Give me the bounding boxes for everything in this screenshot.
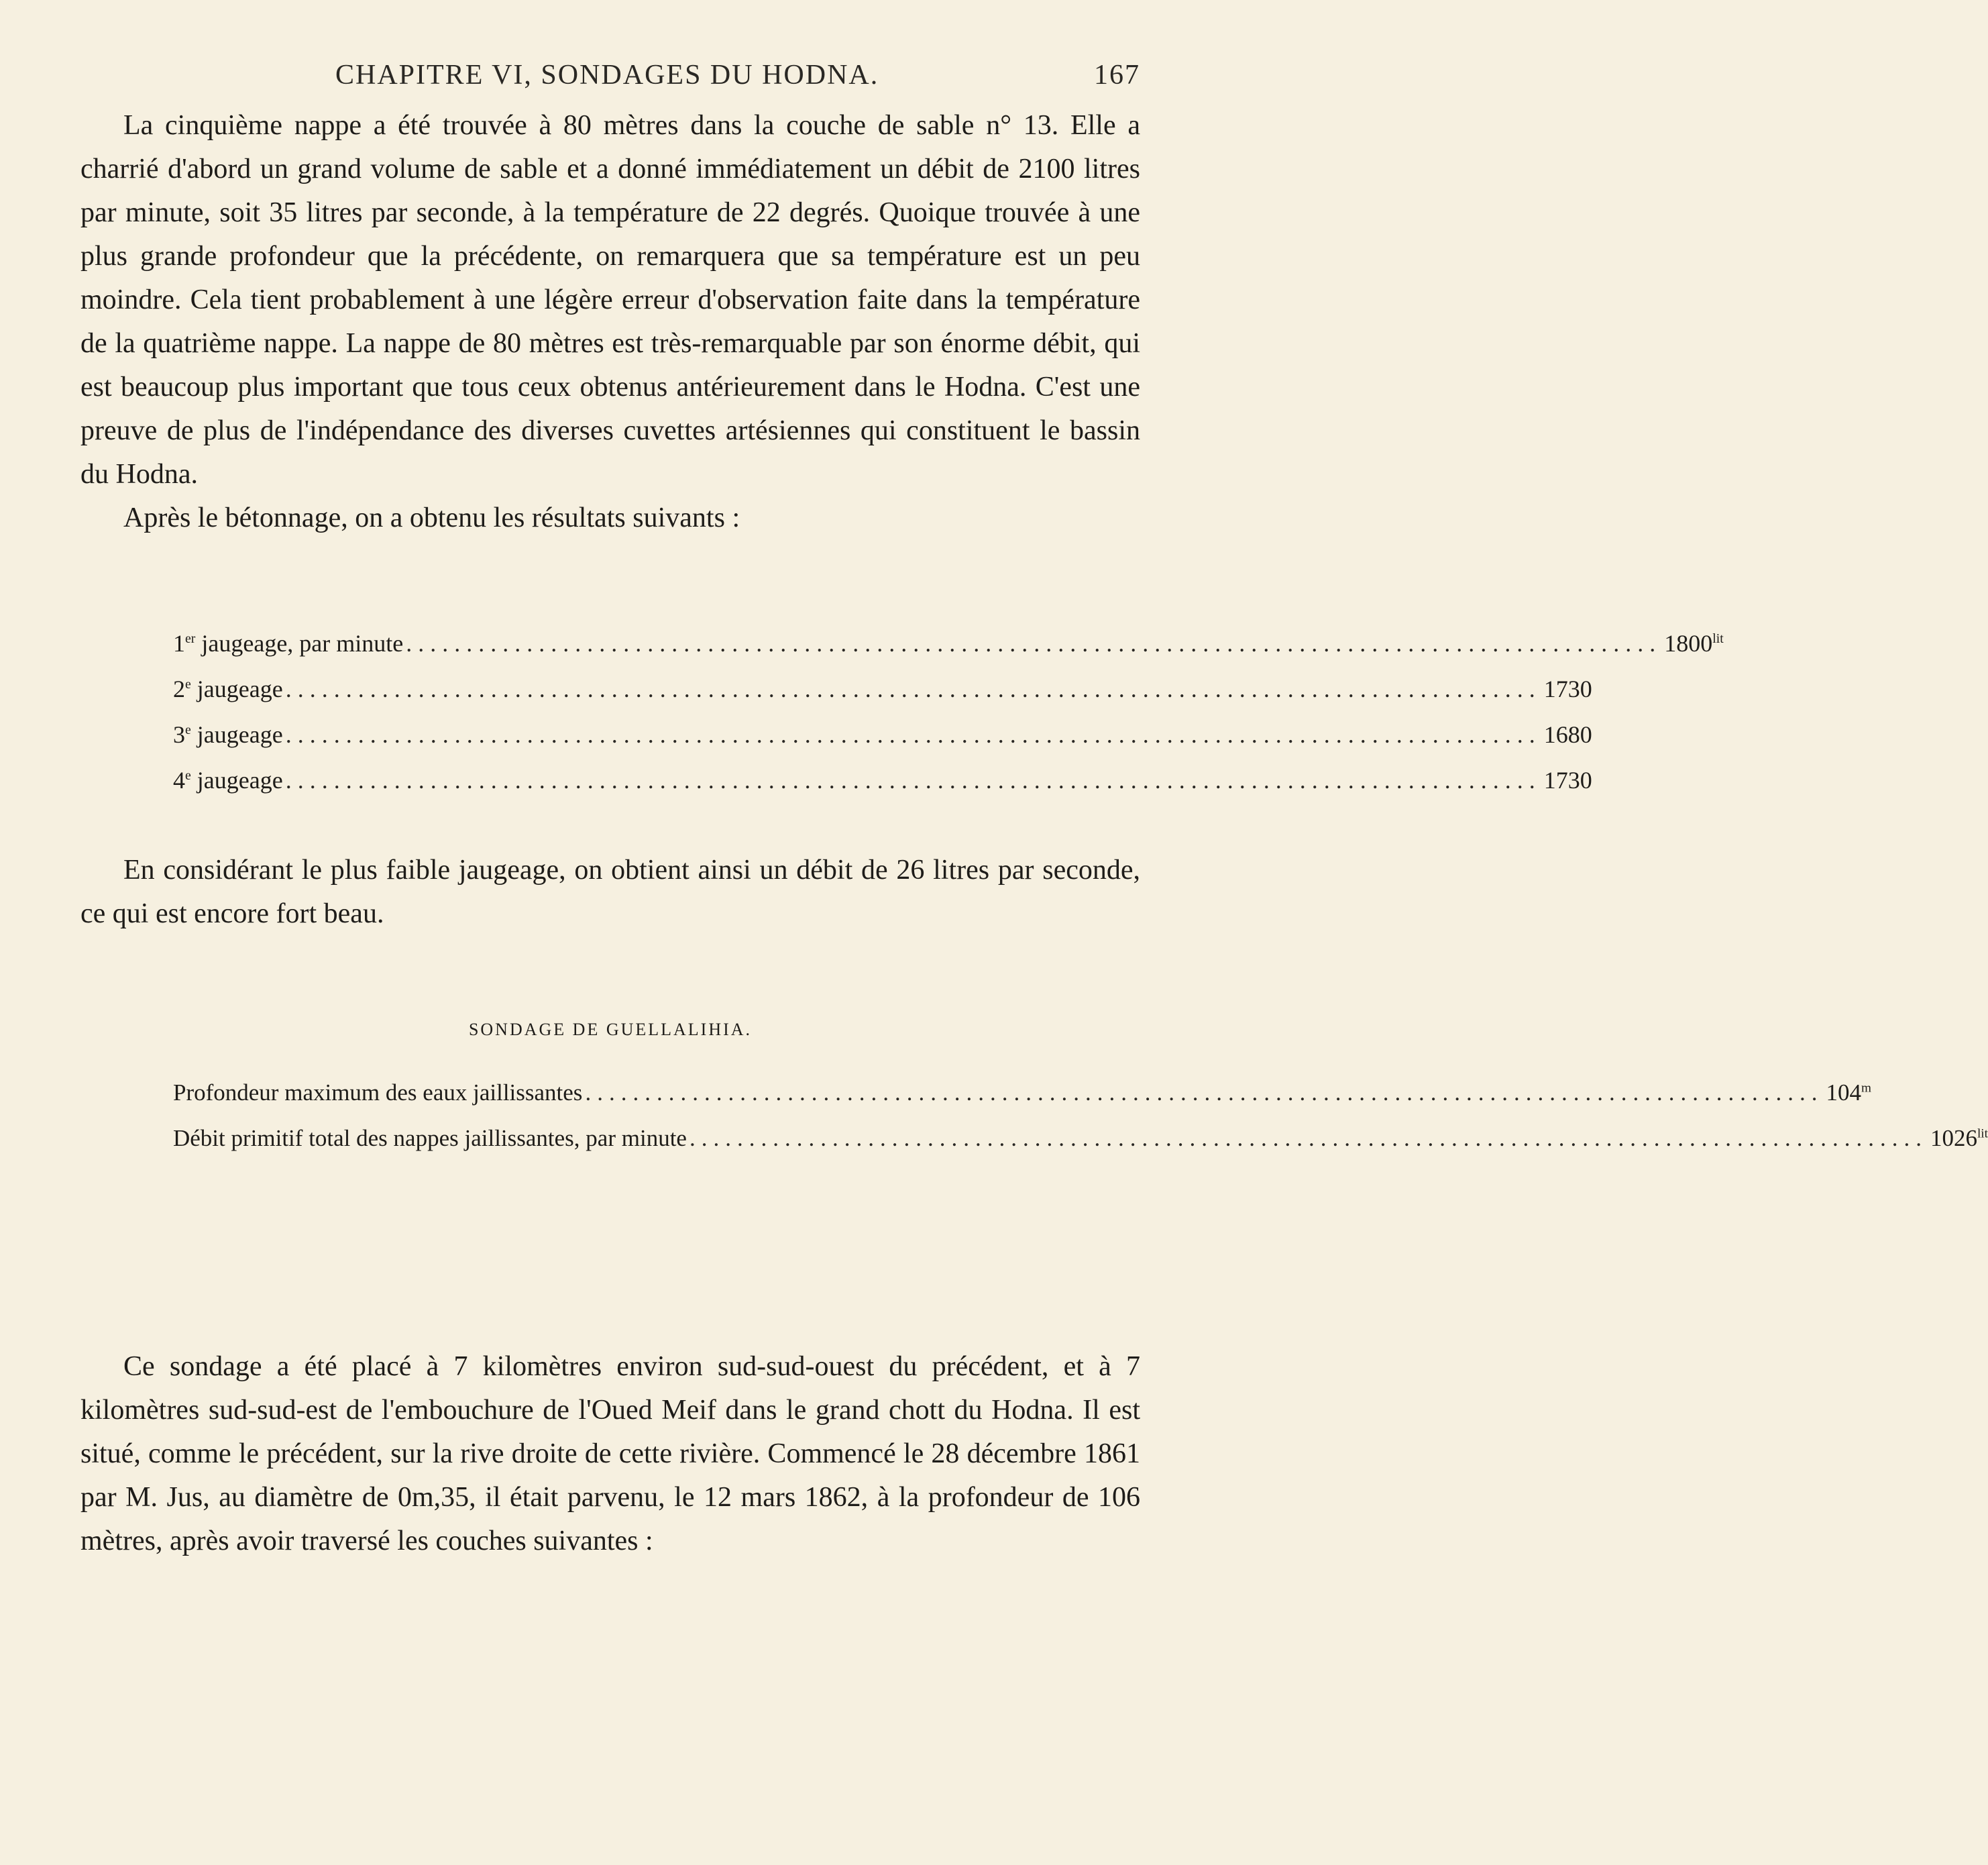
gauging-value: 1730 <box>1543 767 1592 794</box>
gauging-row <box>173 621 1724 666</box>
paragraph-weakest-gauging: En considérant le plus faible jaugeage, on obtient ainsi un débit de 26 litres par seconde, ce qui est encore fort beau. <box>80 855 1140 929</box>
summary-value: 104 <box>1826 1079 1861 1106</box>
paragraph-block-1 <box>80 104 1140 540</box>
gauging-number: 4 <box>173 767 185 794</box>
gauging-ordinal: er <box>185 631 196 646</box>
gauging-number: 2 <box>173 676 185 702</box>
dot-leader: ........................................................................................................ <box>406 630 1662 657</box>
summary-row <box>173 1116 1988 1161</box>
gauging-value: 1730 <box>1543 676 1592 702</box>
gauging-row <box>173 712 1592 757</box>
summary-unit: lit <box>1977 1126 1988 1141</box>
gauging-value: 1680 <box>1543 721 1592 748</box>
summary-label: Débit primitif total des nappes jaillissantes, par minute <box>173 1125 687 1151</box>
gauging-row <box>173 757 1592 803</box>
gauging-row <box>173 666 1592 712</box>
gauging-number: 3 <box>173 721 185 748</box>
gauging-table <box>173 621 1724 803</box>
section-heading: SONDAGE DE GUELLALIHIA. <box>468 1020 753 1039</box>
dot-leader: ........................................................................................................ <box>285 676 1541 702</box>
gauging-label: jaugeage <box>197 676 283 702</box>
dot-leader: ........................................................................................................ <box>585 1079 1824 1106</box>
summary-table <box>173 1070 1988 1161</box>
gauging-ordinal: e <box>185 723 191 737</box>
gauging-number: 1 <box>173 630 185 657</box>
paragraph-block-3 <box>80 1345 1140 1563</box>
gauging-label: jaugeage <box>197 721 283 748</box>
paragraph-after-concreting: Après le bétonnage, on a obtenu les résultats suivants : <box>123 502 740 533</box>
paragraph-guellalihia: Ce sondage a été placé à 7 kilomètres environ sud-sud-ouest du précédent, et à 7 kilomètres sud-sud-est de l'embouchure de l'Oued Meif dans le grand chott du Hodna. Il est situé, comme le précédent, sur la rive droite de cette rivière. Commencé le 28 décembre 1861 par M. Jus, au diamètre de 0m,35, il était parvenu, le 12 mars 1862, à la profondeur de 106 mètres, après avoir traversé les couches suivantes : <box>80 1351 1140 1556</box>
dot-leader: ........................................................................................................ <box>285 767 1541 794</box>
summary-row <box>173 1070 1871 1116</box>
dot-leader: ........................................................................................................ <box>689 1125 1928 1151</box>
dot-leader: ........................................................................................................ <box>285 721 1541 748</box>
gauging-label: jaugeage, par minute <box>201 630 404 657</box>
paragraph-fifth-layer: La cinquième nappe a été trouvée à 80 mètres dans la couche de sable n° 13. Elle a charrié d'abord un grand volume de sable et a donné immédiatement un débit de 2100 litres par minute, soit 35 litres par seconde, à la température de 22 degrés. Quoique trouvée à une plus grande profondeur que la précédente, on remarquera que sa température est un peu moindre. Cela tient probablement à une légère erreur d'observation faite dans la température de la quatrième nappe. La nappe de 80 mètres est très-remarquable par son énorme débit, qui est beaucoup plus important que tous ceux obtenus antérieurement dans le Hodna. C'est une preuve de plus de l'indépendance des diverses cuvettes artésiennes qui constituent le bassin du Hodna. <box>80 110 1140 490</box>
gauging-unit: lit <box>1712 631 1724 646</box>
summary-label: Profondeur maximum des eaux jaillissantes <box>173 1079 583 1106</box>
summary-value: 1026 <box>1930 1125 1977 1151</box>
gauging-label: jaugeage <box>197 767 283 794</box>
gauging-ordinal: e <box>185 677 191 692</box>
chapter-title: CHAPITRE VI, SONDAGES DU HODNA. <box>335 60 879 91</box>
summary-unit: m <box>1861 1081 1871 1096</box>
gauging-value: 1800 <box>1664 630 1713 657</box>
gauging-ordinal: e <box>185 768 191 783</box>
paragraph-block-2 <box>80 849 1140 936</box>
page-number: 167 <box>1094 60 1140 91</box>
